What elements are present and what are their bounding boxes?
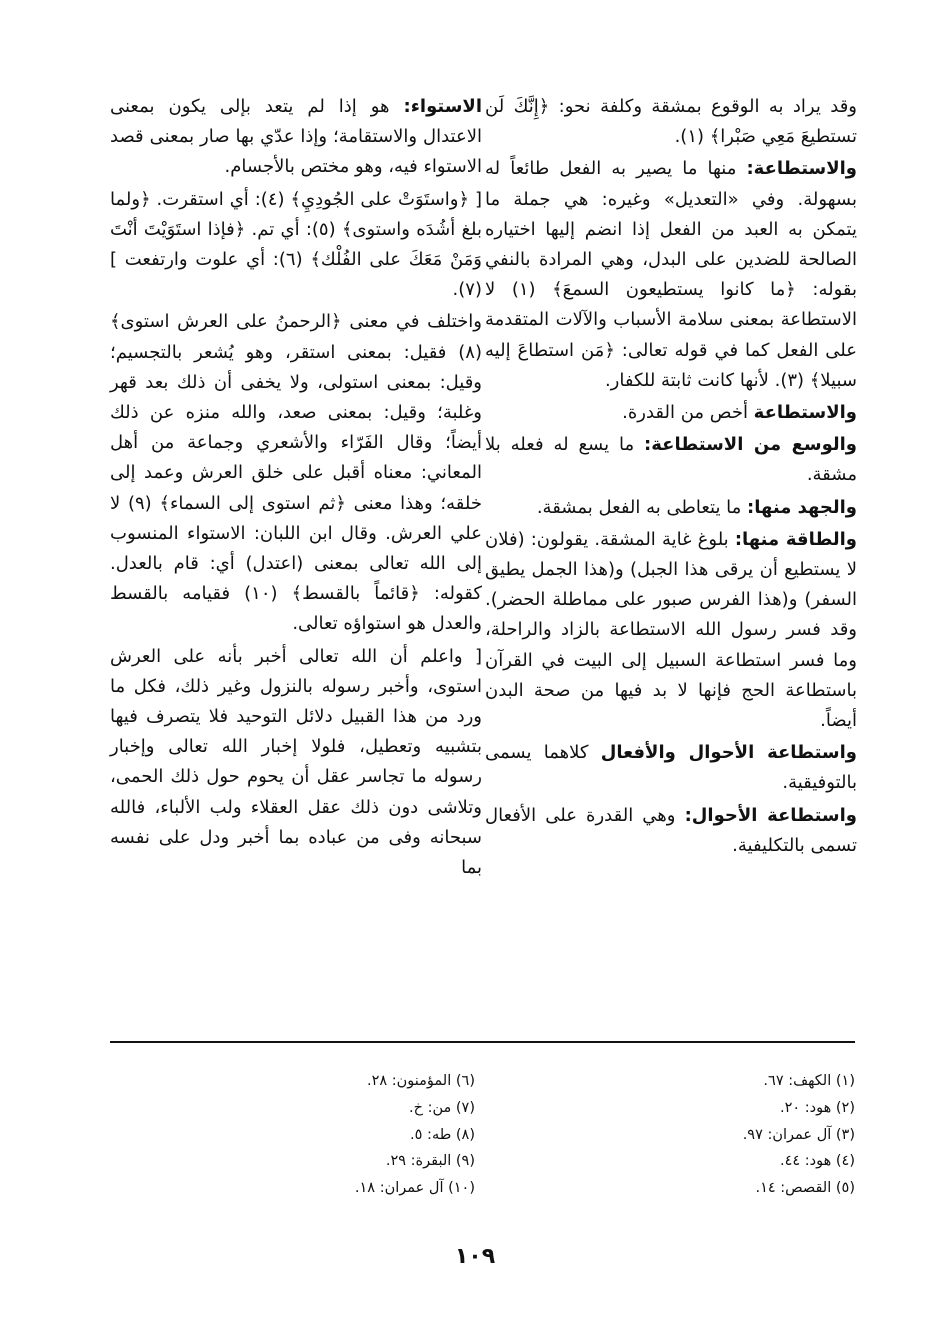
footnote: (٣) آل عمران: ٩٧. [742,1126,855,1143]
page-number: ١٠٩ [454,1244,496,1269]
footnotes-left [175,1068,475,1202]
paragraph [485,738,857,798]
paragraph-text: منها ما يصير به الفعل طائعاً له بسهولة. وفي «التعديل» وغيره: هي جملة ما يتمكن به العبد من الفعل إذا انضم إليها اختياره الصالحة للضدين على البدل، وهي المرادة بالنفي بقوله: ﴿ما كانوا يستطيعون السمعَ﴾ (١) لا الاستطاعة بمعنى سلامة الأسباب والآلات المتقدمة على الفعل كما في قوله تعالى: ﴿مَن استطاعَ إليه سبيلا﴾ (٣). لأنها كانت ثابتة للكفار. [485,158,857,391]
paragraph-text: واختلف في معنى ﴿الرحمنُ على العرش استوى﴾ (٨) فقيل: بمعنى استقر، وهو يُشعر بالتجسيم؛ وقيل: بمعنى استولى، ولا يخفى أن ذلك بعد قهر وغلبة؛ وقيل: بمعنى صعد، والله منزه عن ذلك أيضاً؛ وقال الفَرّاء والأشعري وجماعة من أهل المعاني: معناه أقبل على خلق العرش وعمد إلى خلقه؛ وهذا معنى ﴿ثم استوى إلى السماء﴾ (٩) لا علي العرش. وقال ابن اللبان: الاستواء المنسوب إلى الله تعالى بمعنى (اعتدل) أي: قام بالعدل. كقوله: ﴿قائماً بالقسط﴾ (١٠) فقيامه بالقسط والعدل هو استواؤه تعالى. [110,311,482,635]
paragraph-text: [ ﴿واستَوَتْ على الجُودِيِ﴾ (٤): أي استقرت. ﴿ولما بلغ أشُدَه واستوى﴾ (٥): أي تم. ﴿فإذا استَوَيْتَ أنْتَ وَمَنْ مَعَكَ على الفُلْك﴾ (٦): أي علوت وارتفعت ] (٧). [110,188,483,301]
footnote: (٨) طه: ٥. [410,1126,475,1143]
paragraph-text: أخص من القدرة. [622,402,754,424]
paragraph-lead: والوسع من الاستطاعة: [644,434,857,456]
footnote-divider [110,1041,855,1043]
paragraph-text: ما يتعاطى به الفعل بمشقة. [536,496,748,518]
paragraph [110,185,482,306]
paragraph [485,154,857,396]
footnote: (٦) المؤمنون: ٢٨. [366,1073,475,1089]
paragraph-lead: والاستطاعة: [746,158,857,180]
paragraph [485,525,857,736]
paragraph [485,92,857,152]
footnote: (٥) القصص: ١٤. [755,1180,855,1197]
paragraph [485,430,857,490]
paragraph [485,493,857,523]
paragraph-lead: والجهد منها: [747,496,857,518]
footnote: (٤) هود: ٤٤. [779,1153,855,1170]
paragraph-text: كلاهما يسمى بالتوفيقية. [485,742,857,794]
footnotes-right [555,1068,855,1202]
footnote: (٧) من: خ. [408,1099,475,1116]
paragraph-text: ما يسع له فعله بلا مشقة. [485,434,857,486]
text-column-left [110,92,482,883]
footnote: (١٠) آل عمران: ١٨. [354,1180,475,1197]
paragraph-lead: والطاقة منها: [734,528,857,550]
paragraph-text: وقد يراد به الوقوع بمشقة وكلفة نحو: ﴿إِنَّكَ لَن تستطيعَ مَعِي صَبْرا﴾ (١). [485,96,857,148]
paragraph-text: هو إذا لم يتعد بإلى يكون بمعنى الاعتدال والاستقامة؛ وإذا عدّي بها صار بمعنى قصد الاستواء فيه، وهو مختص بالأجسام. [110,96,482,178]
paragraph [110,642,482,884]
text-column-right [485,92,857,861]
paragraph [110,307,482,639]
footnote: (٢) هود: ٢٠. [779,1099,855,1116]
paragraph-lead: الاستواء: [403,96,482,117]
paragraph-lead: والاستطاعة [753,402,857,424]
paragraph-lead: واستطاعة الأحوال والأفعال [600,742,857,764]
paragraph [110,92,482,183]
paragraph-text: [ واعلم أن الله تعالى أخبر بأنه على العرش استوى، وأخبر رسوله بالنزول وغير ذلك، فكل ما ورد من هذا القبيل دلائل التوحيد فلا يتصرف فيها بتشبيه وتعطيل، فلولا إخبار الله تعالى وإخبار رسوله ما تجاسر عقل أن يحوم حول ذلك الحمى، وتلاشى دون ذلك عقل العقلاء ولب الألباء، فالله سبحانه وفى من عباده بما أخبر ودل على نفسه بما [110,645,482,879]
footnote: (٩) البقرة: ٢٩. [385,1153,475,1170]
paragraph [485,398,857,428]
footnote: (١) الكهف: ٦٧. [763,1073,855,1089]
paragraph [485,801,857,861]
paragraph-text: بلوغ غاية المشقة. يقولون: (فلان لا يستطيع أن يرقى هذا الجبل) و(هذا الجمل يطيق السفر) و(هذا الفرس صبور على مماطلة الحضر). وقد فسر رسول الله الاستطاعة بالزاد والراحلة، وما فسر استطاعة السبيل إلى البيت في القرآن باستطاعة الحج فإنها لا بد فيها من صحة البدن أيضاً. [485,528,857,732]
paragraph-lead: واستطاعة الأحوال: [684,804,857,826]
paragraph-text: وهي القدرة على الأفعال تسمى بالتكليفية. [485,804,857,856]
